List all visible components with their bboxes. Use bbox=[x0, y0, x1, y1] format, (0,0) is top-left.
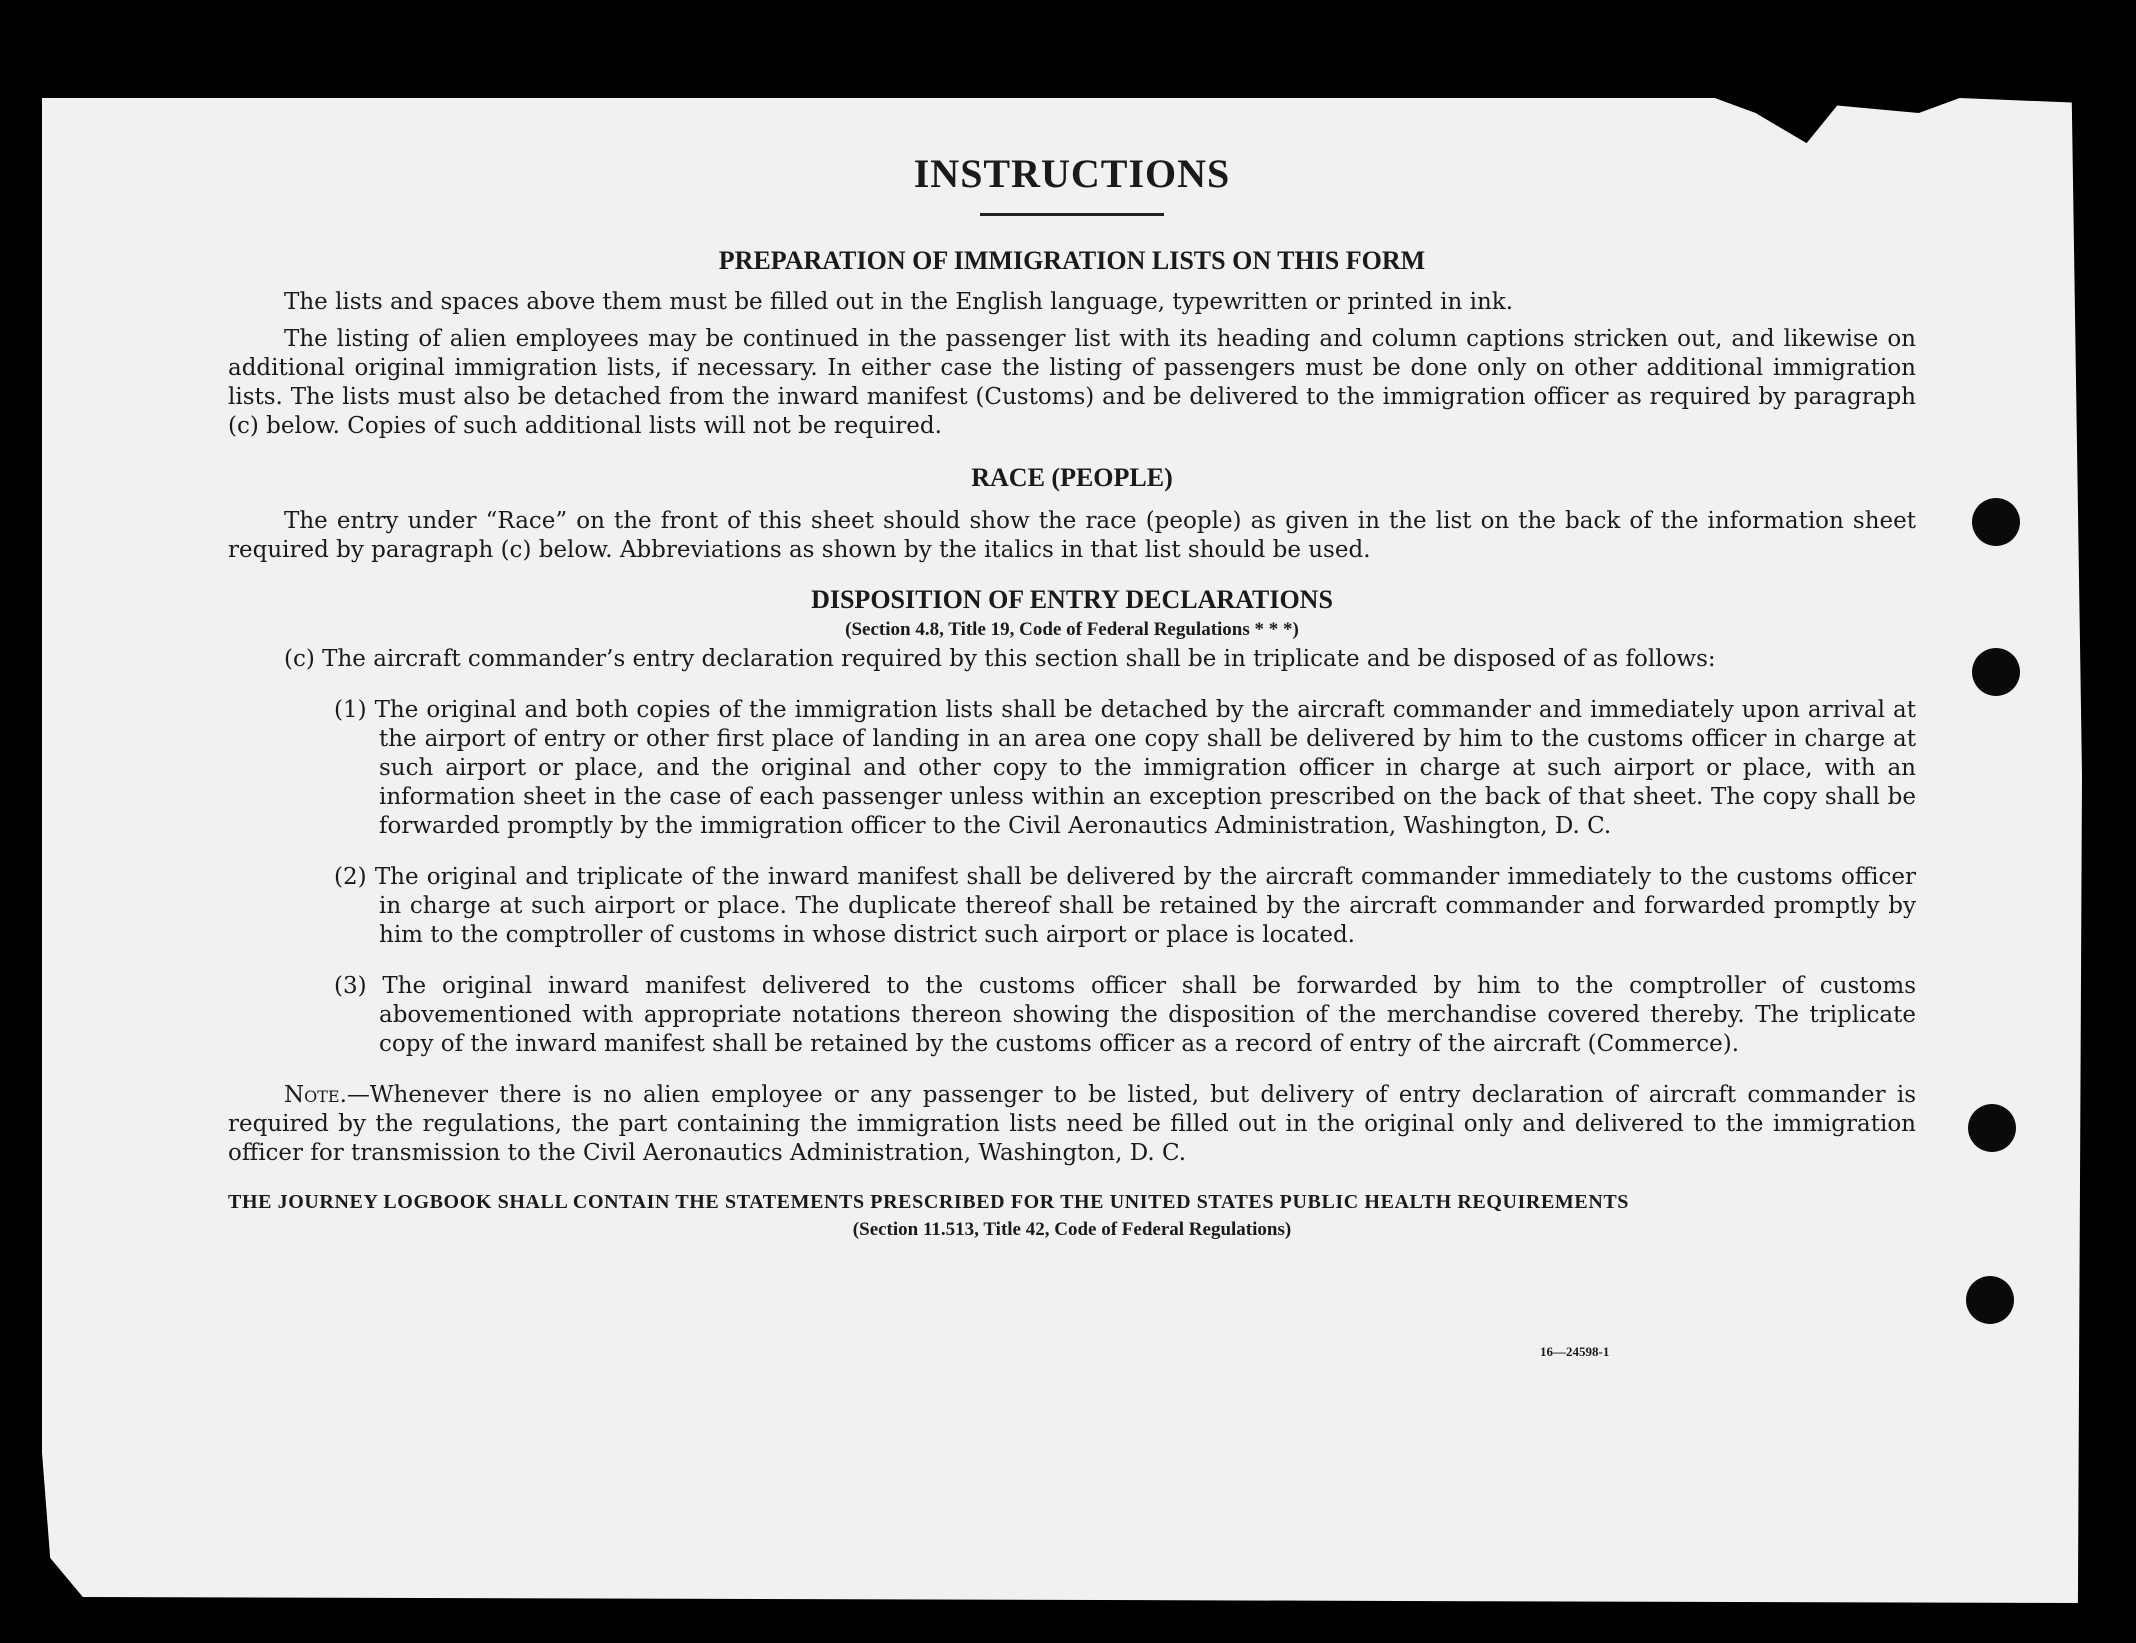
section-heading: RACE (PEOPLE) bbox=[971, 463, 1173, 492]
page-title: INSTRUCTIONS bbox=[913, 151, 1231, 196]
race-section bbox=[228, 463, 1916, 565]
note-text: —Whenever there is no alien employee or any passenger to be listed, but delivery of entry declaration of aircraft commander is required by the regulations, the part containing the immigration lists need be filled out in the original only and delivered to the immigration officer for transmission to the Civil Aeronautics Administration, Washington, D. C. bbox=[228, 1082, 1916, 1166]
list-item: (3) The original inward manifest delivered to the customs officer shall be forwarded by him to the comptroller of customs abovementioned with appropriate notations thereon showing the disposition of the merchandise covered thereby. The triplicate copy of the inward manifest shall be retained by the customs officer as a record of entry of the aircraft (Commerce). bbox=[334, 973, 1916, 1057]
section-heading: PREPARATION OF IMMIGRATION LISTS ON THIS FORM bbox=[718, 246, 1426, 275]
regulation-citation: (Section 11.513, Title 42, Code of Federal Regulations) bbox=[852, 1219, 1292, 1240]
instructions-content bbox=[228, 150, 1916, 1245]
disposition-section bbox=[228, 585, 1916, 1059]
footer-section bbox=[228, 1188, 1916, 1241]
title-underline bbox=[980, 213, 1164, 216]
paragraph: The lists and spaces above them must be filled out in the English language, typewritten or printed in ink. bbox=[284, 289, 1514, 315]
binder-hole bbox=[1966, 1276, 2014, 1324]
note-paragraph bbox=[228, 1081, 1916, 1168]
section-heading: DISPOSITION OF ENTRY DECLARATIONS bbox=[811, 585, 1333, 614]
paragraph: The entry under “Race” on the front of this sheet should show the race (people) as given in the list on the back of the information sheet required by paragraph (c) below. Abbreviations as shown by the italics in that list should be used. bbox=[228, 508, 1916, 563]
list-item: (1) The original and both copies of the immigration lists shall be detached by the aircraft commander and immediately upon arrival at the airport of entry or other first place of landing in an area one copy shall be delivered by him to the customs officer in charge at such airport or place, and the original and other copy to the immigration officer in charge at such airport or place, with an information sheet in the case of each passenger unless within an exception prescribed on the back of that sheet. The copy shall be forwarded promptly by the immigration officer to the Civil Aeronautics Administration, Washington, D. C. bbox=[334, 697, 1916, 839]
preparation-section bbox=[228, 246, 1916, 441]
list-item: (2) The original and triplicate of the inward manifest shall be delivered by the aircraft commander immediately to the customs officer in charge at such airport or place. The duplicate thereof shall be retained by the aircraft commander and forwarded promptly by him to the comptroller of customs in whose district such airport or place is located. bbox=[334, 864, 1916, 948]
regulation-citation: (Section 4.8, Title 19, Code of Federal Regulations * * *) bbox=[845, 619, 1299, 640]
paragraph: (c) The aircraft commander’s entry declaration required by this section shall be in triplicate and be disposed of as follows: bbox=[284, 646, 1716, 672]
binder-hole bbox=[1972, 498, 2020, 546]
note-label: Note. bbox=[284, 1082, 347, 1108]
paragraph: The listing of alien employees may be continued in the passenger list with its heading and column captions stricken out, and likewise on additional original immigration lists, if necessary. In either case the listing of passengers must be done only on other additional immigration lists. The lists must also be detached from the inward manifest (Customs) and be delivered to the immigration officer as required by paragraph (c) below. Copies of such additional lists will not be required. bbox=[228, 326, 1916, 439]
health-requirements-statement: THE JOURNEY LOGBOOK SHALL CONTAIN THE STATEMENTS PRESCRIBED FOR THE UNITED STATES PUBLIC HEALTH REQUIREMENTS bbox=[228, 1191, 1630, 1213]
binder-hole bbox=[1968, 1104, 2016, 1152]
binder-hole bbox=[1972, 648, 2020, 696]
note-section bbox=[228, 1081, 1916, 1168]
form-number: 16—24598-1 bbox=[1540, 1344, 1610, 1359]
